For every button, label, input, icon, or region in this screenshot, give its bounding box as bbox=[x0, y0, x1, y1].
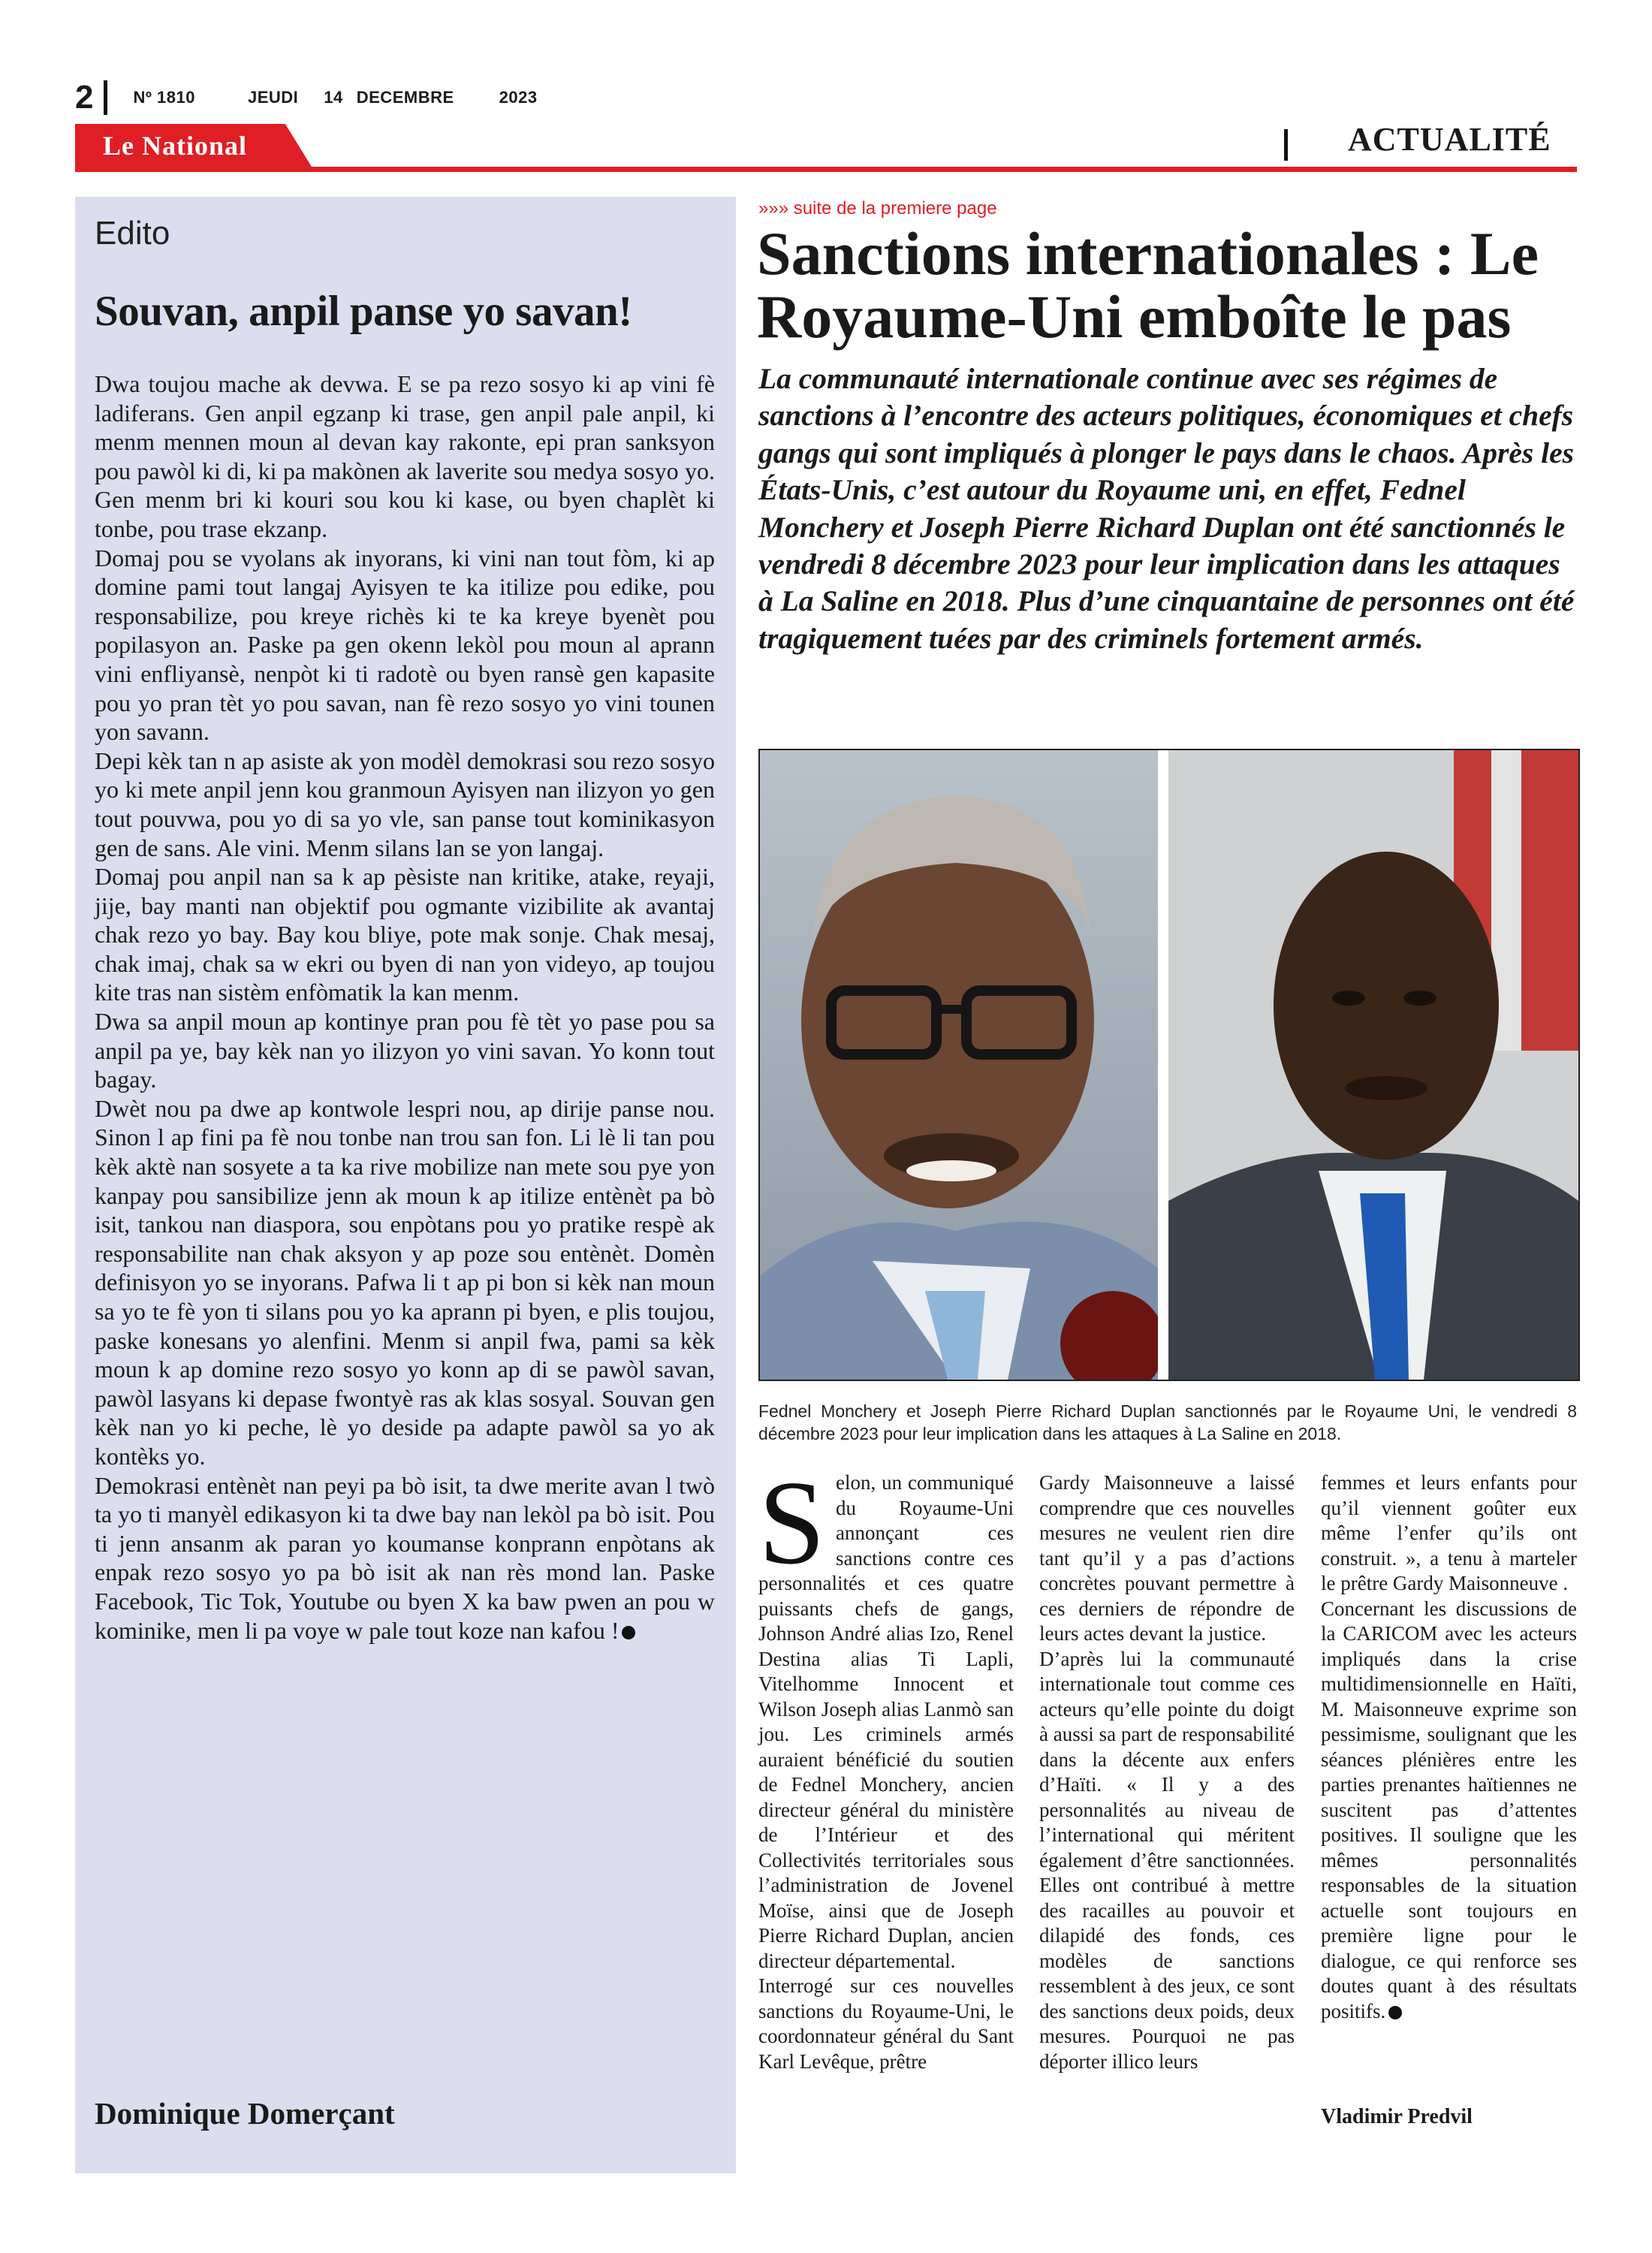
page-number: 2 bbox=[75, 79, 94, 116]
portrait-photo-right bbox=[1168, 750, 1578, 1380]
article-paragraph: D’après lui la communauté internationale tout comme ces acteurs qu’elle pointe du doigt à aussi sa part de responsabilité dans la décente aux enfers d’Haïti. « Il y a des personnalités au niveau de l’international qui méritent également d’être sanctionnées. Elles ont contribué à mettre des racailles au pouvoir et dilapidé des fonds, ces modèles de sanctions ressemblent à des jeux, ce sont des sanctions deux poids, deux mesures. Pourquoi ne pas déporter illico leurs bbox=[1039, 1647, 1295, 2073]
article-paragraph-last bbox=[1321, 1597, 1577, 2025]
issue-day: JEUDI bbox=[247, 88, 299, 107]
portrait-illustration-right bbox=[1168, 750, 1578, 1380]
end-mark-icon bbox=[622, 1626, 635, 1639]
edito-paragraph-last bbox=[95, 1471, 715, 1645]
article-photo bbox=[758, 749, 1580, 1381]
page-number-separator bbox=[104, 80, 107, 115]
end-mark-icon bbox=[1388, 2006, 1402, 2019]
article-paragraph: Gardy Maisonneuve a laissé comprendre que ces nouvelles mesures ne veulent rien dire tant qu’il y a pas d’actions concrètes pouvant permettre à ces derniers de répondre de leurs actes devant la justice. bbox=[1039, 1471, 1295, 1645]
continuation-kicker: »»» suite de la premiere page bbox=[758, 198, 997, 219]
article-paragraph: elon, un communiqué du Royaume-Uni annonçant ces sanctions contre ces personnalités et ces quatre puissants chefs de gangs, Johnson André alias Izo, Renel Destina alias Ti Lapli, Vitelhomme Innocent et Wilson Joseph alias Lanmò san jou. Les criminels armés auraient bénéficié du soutien de Fednel Monchery, ancien directeur général du ministère de l’Intérieur et des Collectivités territoriales sous l’administration de Jovenel Moïse, ainsi que de Joseph Pierre Richard Duplan, ancien directeur départemental. bbox=[758, 1471, 1014, 1972]
issue-number: Nº 1810 bbox=[133, 88, 195, 107]
photo-caption: Fednel Monchery et Joseph Pierre Richard Duplan sanctionnés par le Royaume Uni, le vendredi 8 décembre 2023 pour leur implication dans les attaques à La Saline en 2018. bbox=[758, 1401, 1577, 1443]
article-paragraph-text: Concernant les discussions de la CARICOM avec les acteurs impliqués dans la crise multidimensionnelle en Haïti, M. Maisonneuve exprime son pessimisme, soulignant que les séances plénières entre les parties prenantes haïtiennes ne suscitent pas d’attentes positives. Il souligne que les mêmes personnalités responsables de la situation actuelle sont toujours en première ligne pour le dialogue, ce qui renforce ses doutes quant à des résultats positifs. bbox=[1321, 1597, 1577, 2022]
edito-paragraph: Domaj pou anpil nan sa k ap pèsiste nan kritike, atake, reyaji, jije, bay manti nan objektif pou ogmante vizibilite ak avantaj chak rezo yo bay. Bay kou bliye, pote mak sonje. Chak mesaj, chak imaj, chak sa w ekri ou byen di nan yon videyo, ap toujou kite tras nan sistèm enfòmatik la kan menm. bbox=[95, 863, 715, 1006]
article-author: Vladimir Predvil bbox=[1321, 2105, 1473, 2128]
portrait-illustration-left bbox=[760, 750, 1158, 1380]
article-paragraph: Interrogé sur ces nouvelles sanctions du Royaume-Uni, le coordonnateur général du Sant Karl Levêque, prêtre bbox=[758, 1974, 1014, 2073]
edito-title: Souvan, anpil panse yo savan! bbox=[95, 288, 632, 335]
edito-paragraph-text: Demokrasi entènèt nan peyi pa bò isit, ta dwe merite avan l twò ta yo ti manyèl edikasyon ki ta dwe bay nan lekòl pa bò isit. Pou ti jenn ansanm ak paran yo koumanse konprann enpòtans ak enpak rezo sosyo yo pa bò isit ak nan rès mond lan. Paske Facebook, Tic Tok, Youtube ou byen X ka baw pwen an pou w kominike, men li pa voye w pale tout koze nan kafou ! bbox=[95, 1471, 715, 1644]
edito-author: Dominique Domerçant bbox=[95, 2096, 395, 2131]
article-column-2 bbox=[1039, 1470, 1295, 2074]
portrait-photo-left bbox=[760, 750, 1158, 1380]
edito-kicker: Edito bbox=[95, 215, 170, 252]
edito-paragraph: Dwèt nou pa dwe ap kontwole lespri nou, ap dirije panse nou. Sinon l ap fini pa fè nou tonbe nan trou san fon. Li lè li tan pou kèk aktè nan sosyete a ta ka rive mobilize nan mete sou pye yon kanpay pou sansibilize jenn ak moun k ap itilize entènèt pa bò isit, tankou nan diaspora, sou enpòtans pou yo pratike respè ak responsabilite nan chak aksyon y ap poze sou entènèt. Domèn definisyon yo se inyorans. Pafwa li t ap pi bon si kèk nan moun sa yo te fè yon ti silans pou yo ka aprann pi byen, e plis toujou, paske konesans yo alenfini. Menm si anpil fwa, pami sa kèk moun k ap domine rezo sosyo yo konn ap di se pawòl savan, pawòl lasyans ki depase fwontyè ras ak klas sosyal. Souvan gen kèk nan yo ki peche, lè yo deside pa adapte pawòl sa yo ak kontèks yo. bbox=[95, 1094, 715, 1470]
header-rule bbox=[75, 167, 1577, 172]
section-label: ACTUALITÉ bbox=[1348, 121, 1551, 158]
article-lead: La communauté internationale continue avec ses régimes de sanctions à l’encontre des acteurs politiques, économiques et chefs gangs qui sont impliqués à plonger le pays dans le chaos. Après les États-Unis, c’est autour du Royaume uni, en effet, Fednel Monchery et Joseph Pierre Richard Duplan ont été sanctionnés le vendredi 8 décembre 2023 pour leur implication dans les attaques à La Saline en 2018. Plus d’une cinquantaine de personnes ont été tragiquement tuées par des criminels fortement armés. bbox=[758, 362, 1575, 655]
issue-month: DECEMBRE bbox=[356, 88, 454, 107]
edito-box bbox=[75, 197, 736, 2173]
drop-cap: S bbox=[758, 1455, 825, 1589]
issue-year: 2023 bbox=[499, 88, 538, 107]
article-headline: Sanctions internationales : Le Royaume-Uni emboîte le pas bbox=[757, 219, 1539, 351]
edito-paragraph: Dwa toujou mache ak devwa. E se pa rezo sosyo ki ap vini fè ladiferans. Gen anpil egzanp ki trase, gen anpil pale anpil, ki menm mennen moun al devan kay rakonte, epi pran sanksyon pou pawòl ki di, ki pa makònen ak laverite sou medya sosyo yo. Gen menm bri ki kouri sou kou ki kase, ou byen chaplèt ki tonbe, pou trase ekzanp. bbox=[95, 370, 715, 542]
edito-paragraph: Depi kèk tan n ap asiste ak yon modèl demokrasi sou rezo sosyo yo ki mete anpil jenn kou granmoun Ayisyen nan ilizyon yo gen tout pouvwa, pou yo di sa yo vle, san panse tout kominikasyon gen de sans. Ale vini. Menm silans lan se yon langaj. bbox=[95, 746, 715, 861]
article-column-1 bbox=[758, 1455, 1014, 2074]
issue-date-number: 14 bbox=[324, 88, 343, 107]
edito-paragraph: Dwa sa anpil moun ap kontinye pran pou fè tèt yo pase pou sa anpil pa ye, bay kèk nan yo ilizyon yo vini savan. Yo konn tout bagay. bbox=[95, 1008, 715, 1093]
article-paragraph: femmes et leurs enfants pour qu’il viennent goûter eux même l’enfer qu’ils ont construit. », a tenu à marteler le prêtre Gardy Maisonneuve . bbox=[1321, 1471, 1577, 1594]
edito-body bbox=[95, 369, 715, 1645]
article-column-3 bbox=[1321, 1470, 1577, 2024]
brand-logo: Le National bbox=[103, 131, 248, 161]
edito-paragraph: Domaj pou se vyolans ak inyorans, ki vini nan tout fòm, ki ap domine pami tout langaj Ayisyen te ka itilize pou edike, pou responsabilize, pou kreye richès ki te ka kreye byenèt pou popilasyon an. Paske pa gen okenn lekòl pou moun al aprann vini enfliyansè, nenpòt ki ti radotè ou byen ransè gen kapasite pou yo pran tèt yo pou savan, nan fè rezo sosyo yo vini tounen yon savann. bbox=[95, 544, 715, 746]
section-separator bbox=[1284, 129, 1288, 161]
masthead-info bbox=[75, 75, 568, 120]
